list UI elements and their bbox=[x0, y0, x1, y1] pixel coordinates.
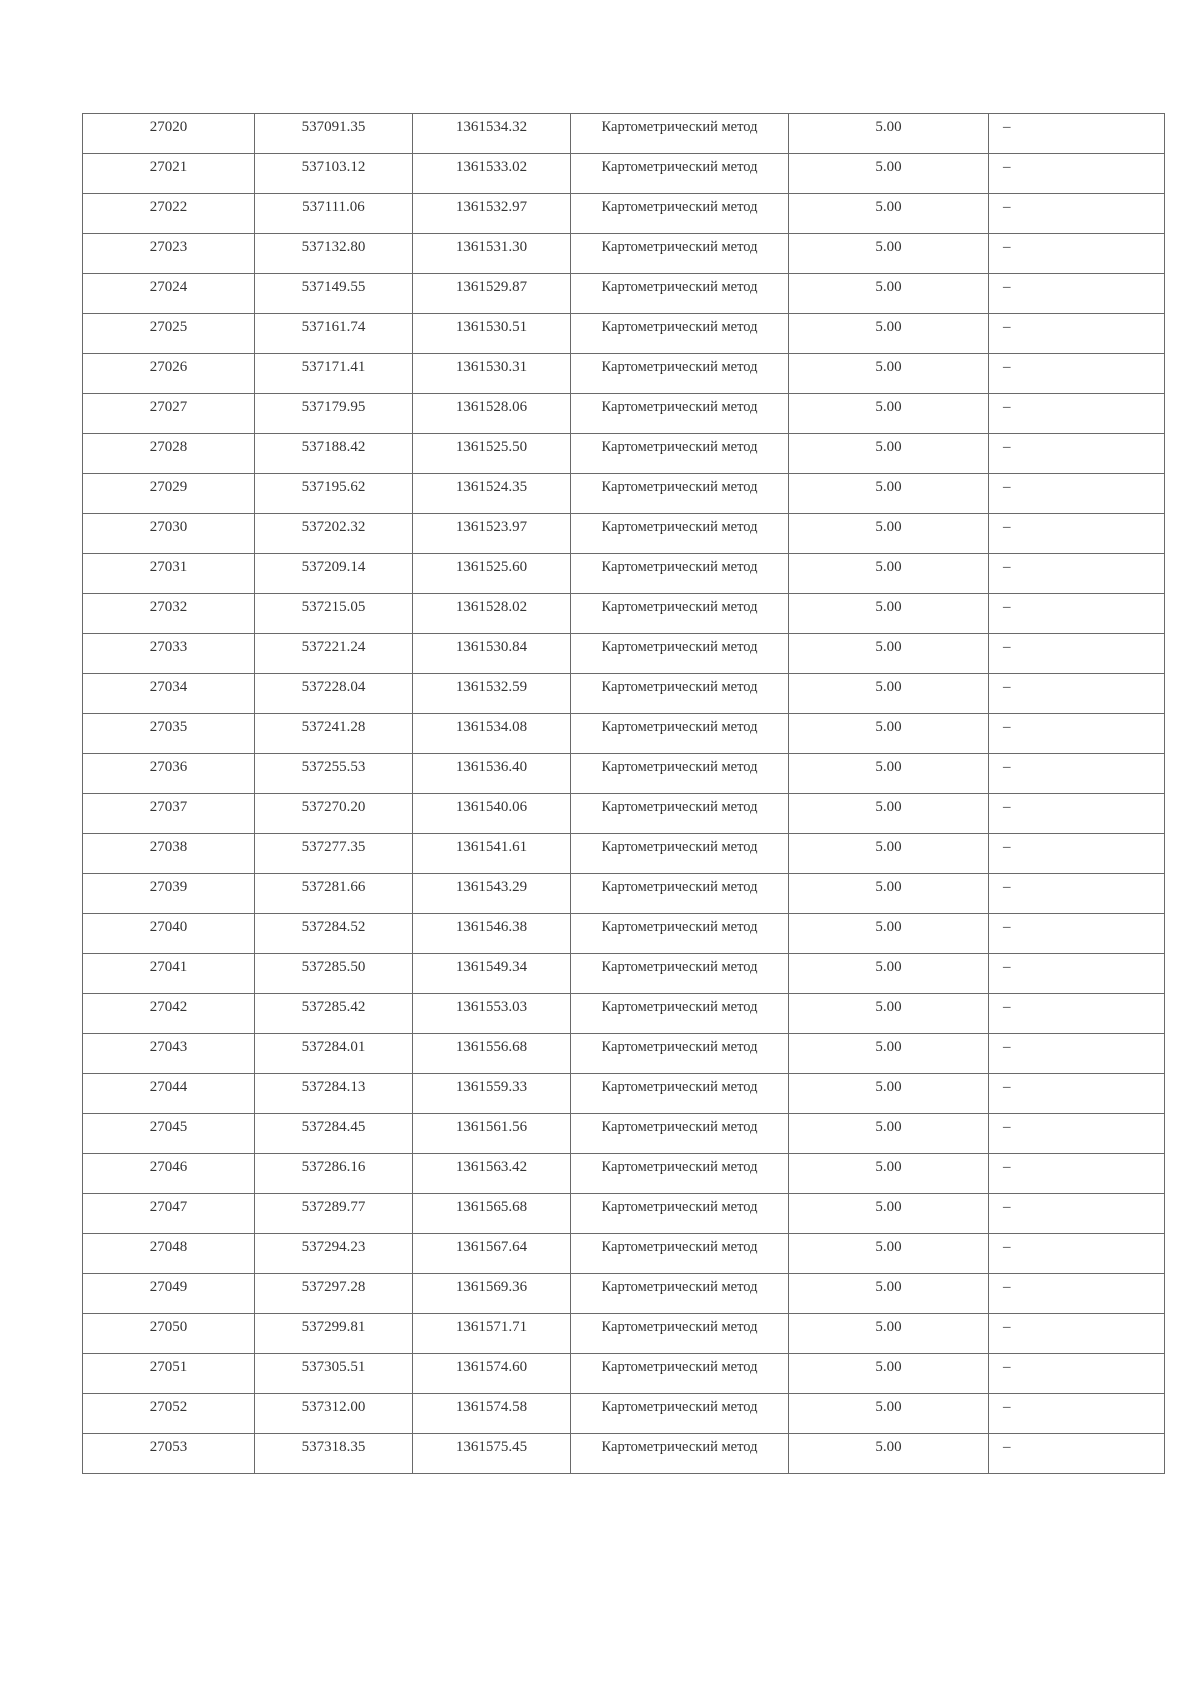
description-cell: – bbox=[989, 194, 1165, 234]
method-cell: Картометрический метод bbox=[571, 194, 789, 234]
table-row bbox=[83, 514, 1165, 554]
point-number-cell: 27048 bbox=[83, 1234, 255, 1274]
method-cell: Картометрический метод bbox=[571, 274, 789, 314]
x-coordinate-cell: 537132.80 bbox=[255, 234, 413, 274]
description-cell: – bbox=[989, 1154, 1165, 1194]
description-cell: – bbox=[989, 754, 1165, 794]
table-row bbox=[83, 394, 1165, 434]
description-cell: – bbox=[989, 834, 1165, 874]
accuracy-cell: 5.00 bbox=[789, 1394, 989, 1434]
y-coordinate-cell: 1361571.71 bbox=[413, 1314, 571, 1354]
point-number-cell: 27035 bbox=[83, 714, 255, 754]
y-coordinate-cell: 1361559.33 bbox=[413, 1074, 571, 1114]
table-row bbox=[83, 1194, 1165, 1234]
description-cell: – bbox=[989, 314, 1165, 354]
table-row bbox=[83, 1034, 1165, 1074]
accuracy-cell: 5.00 bbox=[789, 1034, 989, 1074]
point-number-cell: 27047 bbox=[83, 1194, 255, 1234]
point-number-cell: 27024 bbox=[83, 274, 255, 314]
method-cell: Картометрический метод bbox=[571, 1114, 789, 1154]
point-number-cell: 27043 bbox=[83, 1034, 255, 1074]
method-cell: Картометрический метод bbox=[571, 314, 789, 354]
method-cell: Картометрический метод bbox=[571, 1234, 789, 1274]
description-cell: – bbox=[989, 1314, 1165, 1354]
method-cell: Картометрический метод bbox=[571, 594, 789, 634]
y-coordinate-cell: 1361569.36 bbox=[413, 1274, 571, 1314]
method-cell: Картометрический метод bbox=[571, 954, 789, 994]
y-coordinate-cell: 1361524.35 bbox=[413, 474, 571, 514]
point-number-cell: 27050 bbox=[83, 1314, 255, 1354]
method-cell: Картометрический метод bbox=[571, 474, 789, 514]
y-coordinate-cell: 1361561.56 bbox=[413, 1114, 571, 1154]
x-coordinate-cell: 537305.51 bbox=[255, 1354, 413, 1394]
y-coordinate-cell: 1361530.51 bbox=[413, 314, 571, 354]
accuracy-cell: 5.00 bbox=[789, 474, 989, 514]
table-row bbox=[83, 794, 1165, 834]
table-row bbox=[83, 1314, 1165, 1354]
y-coordinate-cell: 1361574.60 bbox=[413, 1354, 571, 1394]
table-row bbox=[83, 954, 1165, 994]
table-row bbox=[83, 434, 1165, 474]
y-coordinate-cell: 1361541.61 bbox=[413, 834, 571, 874]
method-cell: Картометрический метод bbox=[571, 394, 789, 434]
table-row bbox=[83, 754, 1165, 794]
x-coordinate-cell: 537281.66 bbox=[255, 874, 413, 914]
point-number-cell: 27040 bbox=[83, 914, 255, 954]
method-cell: Картометрический метод bbox=[571, 874, 789, 914]
x-coordinate-cell: 537111.06 bbox=[255, 194, 413, 234]
x-coordinate-cell: 537270.20 bbox=[255, 794, 413, 834]
table-row bbox=[83, 674, 1165, 714]
point-number-cell: 27027 bbox=[83, 394, 255, 434]
point-number-cell: 27051 bbox=[83, 1354, 255, 1394]
x-coordinate-cell: 537215.05 bbox=[255, 594, 413, 634]
point-number-cell: 27052 bbox=[83, 1394, 255, 1434]
method-cell: Картометрический метод bbox=[571, 794, 789, 834]
point-number-cell: 27021 bbox=[83, 154, 255, 194]
accuracy-cell: 5.00 bbox=[789, 394, 989, 434]
description-cell: – bbox=[989, 914, 1165, 954]
description-cell: – bbox=[989, 1274, 1165, 1314]
y-coordinate-cell: 1361528.02 bbox=[413, 594, 571, 634]
point-number-cell: 27049 bbox=[83, 1274, 255, 1314]
description-cell: – bbox=[989, 794, 1165, 834]
table-row bbox=[83, 354, 1165, 394]
y-coordinate-cell: 1361530.84 bbox=[413, 634, 571, 674]
coordinates-table bbox=[82, 113, 1165, 1474]
x-coordinate-cell: 537091.35 bbox=[255, 114, 413, 154]
y-coordinate-cell: 1361556.68 bbox=[413, 1034, 571, 1074]
method-cell: Картометрический метод bbox=[571, 1354, 789, 1394]
description-cell: – bbox=[989, 874, 1165, 914]
table-row bbox=[83, 314, 1165, 354]
accuracy-cell: 5.00 bbox=[789, 1234, 989, 1274]
table-row bbox=[83, 1234, 1165, 1274]
x-coordinate-cell: 537299.81 bbox=[255, 1314, 413, 1354]
method-cell: Картометрический метод bbox=[571, 234, 789, 274]
accuracy-cell: 5.00 bbox=[789, 1434, 989, 1474]
method-cell: Картометрический метод bbox=[571, 554, 789, 594]
description-cell: – bbox=[989, 474, 1165, 514]
y-coordinate-cell: 1361531.30 bbox=[413, 234, 571, 274]
method-cell: Картометрический метод bbox=[571, 1074, 789, 1114]
method-cell: Картометрический метод bbox=[571, 1034, 789, 1074]
accuracy-cell: 5.00 bbox=[789, 354, 989, 394]
x-coordinate-cell: 537284.13 bbox=[255, 1074, 413, 1114]
accuracy-cell: 5.00 bbox=[789, 1154, 989, 1194]
table-row bbox=[83, 634, 1165, 674]
table-row bbox=[83, 1434, 1165, 1474]
accuracy-cell: 5.00 bbox=[789, 234, 989, 274]
x-coordinate-cell: 537179.95 bbox=[255, 394, 413, 434]
x-coordinate-cell: 537286.16 bbox=[255, 1154, 413, 1194]
point-number-cell: 27023 bbox=[83, 234, 255, 274]
description-cell: – bbox=[989, 714, 1165, 754]
point-number-cell: 27037 bbox=[83, 794, 255, 834]
method-cell: Картометрический метод bbox=[571, 514, 789, 554]
y-coordinate-cell: 1361534.32 bbox=[413, 114, 571, 154]
point-number-cell: 27034 bbox=[83, 674, 255, 714]
description-cell: – bbox=[989, 1394, 1165, 1434]
x-coordinate-cell: 537312.00 bbox=[255, 1394, 413, 1434]
table-row bbox=[83, 594, 1165, 634]
accuracy-cell: 5.00 bbox=[789, 794, 989, 834]
accuracy-cell: 5.00 bbox=[789, 274, 989, 314]
table-row bbox=[83, 914, 1165, 954]
y-coordinate-cell: 1361574.58 bbox=[413, 1394, 571, 1434]
table-row bbox=[83, 554, 1165, 594]
description-cell: – bbox=[989, 674, 1165, 714]
y-coordinate-cell: 1361532.97 bbox=[413, 194, 571, 234]
point-number-cell: 27044 bbox=[83, 1074, 255, 1114]
accuracy-cell: 5.00 bbox=[789, 994, 989, 1034]
method-cell: Картометрический метод bbox=[571, 834, 789, 874]
method-cell: Картометрический метод bbox=[571, 1154, 789, 1194]
x-coordinate-cell: 537161.74 bbox=[255, 314, 413, 354]
method-cell: Картометрический метод bbox=[571, 994, 789, 1034]
method-cell: Картометрический метод bbox=[571, 914, 789, 954]
table-row bbox=[83, 154, 1165, 194]
table-row bbox=[83, 874, 1165, 914]
y-coordinate-cell: 1361543.29 bbox=[413, 874, 571, 914]
table-row bbox=[83, 1274, 1165, 1314]
accuracy-cell: 5.00 bbox=[789, 594, 989, 634]
x-coordinate-cell: 537103.12 bbox=[255, 154, 413, 194]
accuracy-cell: 5.00 bbox=[789, 1314, 989, 1354]
method-cell: Картометрический метод bbox=[571, 754, 789, 794]
table-row bbox=[83, 1114, 1165, 1154]
method-cell: Картометрический метод bbox=[571, 1434, 789, 1474]
y-coordinate-cell: 1361530.31 bbox=[413, 354, 571, 394]
x-coordinate-cell: 537284.45 bbox=[255, 1114, 413, 1154]
point-number-cell: 27045 bbox=[83, 1114, 255, 1154]
method-cell: Картометрический метод bbox=[571, 1394, 789, 1434]
table-row bbox=[83, 1074, 1165, 1114]
point-number-cell: 27022 bbox=[83, 194, 255, 234]
table-row bbox=[83, 1154, 1165, 1194]
method-cell: Картометрический метод bbox=[571, 1314, 789, 1354]
table-row bbox=[83, 194, 1165, 234]
coordinates-table-body bbox=[83, 114, 1165, 1474]
x-coordinate-cell: 537195.62 bbox=[255, 474, 413, 514]
accuracy-cell: 5.00 bbox=[789, 874, 989, 914]
accuracy-cell: 5.00 bbox=[789, 114, 989, 154]
table-row bbox=[83, 1354, 1165, 1394]
description-cell: – bbox=[989, 1074, 1165, 1114]
description-cell: – bbox=[989, 554, 1165, 594]
description-cell: – bbox=[989, 514, 1165, 554]
method-cell: Картометрический метод bbox=[571, 354, 789, 394]
description-cell: – bbox=[989, 1434, 1165, 1474]
accuracy-cell: 5.00 bbox=[789, 314, 989, 354]
y-coordinate-cell: 1361534.08 bbox=[413, 714, 571, 754]
description-cell: – bbox=[989, 994, 1165, 1034]
accuracy-cell: 5.00 bbox=[789, 954, 989, 994]
description-cell: – bbox=[989, 394, 1165, 434]
accuracy-cell: 5.00 bbox=[789, 1194, 989, 1234]
y-coordinate-cell: 1361525.50 bbox=[413, 434, 571, 474]
accuracy-cell: 5.00 bbox=[789, 834, 989, 874]
point-number-cell: 27038 bbox=[83, 834, 255, 874]
y-coordinate-cell: 1361532.59 bbox=[413, 674, 571, 714]
description-cell: – bbox=[989, 434, 1165, 474]
point-number-cell: 27020 bbox=[83, 114, 255, 154]
x-coordinate-cell: 537188.42 bbox=[255, 434, 413, 474]
x-coordinate-cell: 537277.35 bbox=[255, 834, 413, 874]
accuracy-cell: 5.00 bbox=[789, 754, 989, 794]
table-row bbox=[83, 994, 1165, 1034]
x-coordinate-cell: 537171.41 bbox=[255, 354, 413, 394]
point-number-cell: 27030 bbox=[83, 514, 255, 554]
y-coordinate-cell: 1361563.42 bbox=[413, 1154, 571, 1194]
x-coordinate-cell: 537284.01 bbox=[255, 1034, 413, 1074]
method-cell: Картометрический метод bbox=[571, 434, 789, 474]
method-cell: Картометрический метод bbox=[571, 674, 789, 714]
point-number-cell: 27031 bbox=[83, 554, 255, 594]
table-row bbox=[83, 834, 1165, 874]
accuracy-cell: 5.00 bbox=[789, 194, 989, 234]
table-row bbox=[83, 114, 1165, 154]
point-number-cell: 27033 bbox=[83, 634, 255, 674]
accuracy-cell: 5.00 bbox=[789, 714, 989, 754]
point-number-cell: 27041 bbox=[83, 954, 255, 994]
y-coordinate-cell: 1361528.06 bbox=[413, 394, 571, 434]
y-coordinate-cell: 1361549.34 bbox=[413, 954, 571, 994]
y-coordinate-cell: 1361523.97 bbox=[413, 514, 571, 554]
y-coordinate-cell: 1361536.40 bbox=[413, 754, 571, 794]
description-cell: – bbox=[989, 354, 1165, 394]
method-cell: Картометрический метод bbox=[571, 634, 789, 674]
accuracy-cell: 5.00 bbox=[789, 554, 989, 594]
x-coordinate-cell: 537294.23 bbox=[255, 1234, 413, 1274]
method-cell: Картометрический метод bbox=[571, 1194, 789, 1234]
accuracy-cell: 5.00 bbox=[789, 514, 989, 554]
point-number-cell: 27025 bbox=[83, 314, 255, 354]
point-number-cell: 27028 bbox=[83, 434, 255, 474]
y-coordinate-cell: 1361540.06 bbox=[413, 794, 571, 834]
description-cell: – bbox=[989, 1194, 1165, 1234]
point-number-cell: 27039 bbox=[83, 874, 255, 914]
method-cell: Картометрический метод bbox=[571, 154, 789, 194]
table-row bbox=[83, 474, 1165, 514]
description-cell: – bbox=[989, 114, 1165, 154]
table-row bbox=[83, 274, 1165, 314]
x-coordinate-cell: 537228.04 bbox=[255, 674, 413, 714]
point-number-cell: 27053 bbox=[83, 1434, 255, 1474]
description-cell: – bbox=[989, 1234, 1165, 1274]
y-coordinate-cell: 1361567.64 bbox=[413, 1234, 571, 1274]
description-cell: – bbox=[989, 954, 1165, 994]
accuracy-cell: 5.00 bbox=[789, 434, 989, 474]
accuracy-cell: 5.00 bbox=[789, 1274, 989, 1314]
point-number-cell: 27046 bbox=[83, 1154, 255, 1194]
x-coordinate-cell: 537285.50 bbox=[255, 954, 413, 994]
method-cell: Картометрический метод bbox=[571, 714, 789, 754]
description-cell: – bbox=[989, 1354, 1165, 1394]
accuracy-cell: 5.00 bbox=[789, 674, 989, 714]
method-cell: Картометрический метод bbox=[571, 114, 789, 154]
x-coordinate-cell: 537284.52 bbox=[255, 914, 413, 954]
x-coordinate-cell: 537149.55 bbox=[255, 274, 413, 314]
x-coordinate-cell: 537318.35 bbox=[255, 1434, 413, 1474]
accuracy-cell: 5.00 bbox=[789, 1114, 989, 1154]
x-coordinate-cell: 537202.32 bbox=[255, 514, 413, 554]
point-number-cell: 27032 bbox=[83, 594, 255, 634]
accuracy-cell: 5.00 bbox=[789, 1354, 989, 1394]
x-coordinate-cell: 537285.42 bbox=[255, 994, 413, 1034]
description-cell: – bbox=[989, 634, 1165, 674]
description-cell: – bbox=[989, 1114, 1165, 1154]
method-cell: Картометрический метод bbox=[571, 1274, 789, 1314]
accuracy-cell: 5.00 bbox=[789, 914, 989, 954]
y-coordinate-cell: 1361529.87 bbox=[413, 274, 571, 314]
y-coordinate-cell: 1361546.38 bbox=[413, 914, 571, 954]
accuracy-cell: 5.00 bbox=[789, 634, 989, 674]
x-coordinate-cell: 537241.28 bbox=[255, 714, 413, 754]
y-coordinate-cell: 1361533.02 bbox=[413, 154, 571, 194]
point-number-cell: 27029 bbox=[83, 474, 255, 514]
accuracy-cell: 5.00 bbox=[789, 1074, 989, 1114]
y-coordinate-cell: 1361525.60 bbox=[413, 554, 571, 594]
accuracy-cell: 5.00 bbox=[789, 154, 989, 194]
y-coordinate-cell: 1361575.45 bbox=[413, 1434, 571, 1474]
description-cell: – bbox=[989, 1034, 1165, 1074]
x-coordinate-cell: 537221.24 bbox=[255, 634, 413, 674]
y-coordinate-cell: 1361553.03 bbox=[413, 994, 571, 1034]
point-number-cell: 27042 bbox=[83, 994, 255, 1034]
description-cell: – bbox=[989, 274, 1165, 314]
description-cell: – bbox=[989, 234, 1165, 274]
x-coordinate-cell: 537297.28 bbox=[255, 1274, 413, 1314]
point-number-cell: 27026 bbox=[83, 354, 255, 394]
x-coordinate-cell: 537289.77 bbox=[255, 1194, 413, 1234]
table-row bbox=[83, 714, 1165, 754]
table-row bbox=[83, 1394, 1165, 1434]
x-coordinate-cell: 537255.53 bbox=[255, 754, 413, 794]
y-coordinate-cell: 1361565.68 bbox=[413, 1194, 571, 1234]
x-coordinate-cell: 537209.14 bbox=[255, 554, 413, 594]
table-row bbox=[83, 234, 1165, 274]
point-number-cell: 27036 bbox=[83, 754, 255, 794]
description-cell: – bbox=[989, 154, 1165, 194]
description-cell: – bbox=[989, 594, 1165, 634]
